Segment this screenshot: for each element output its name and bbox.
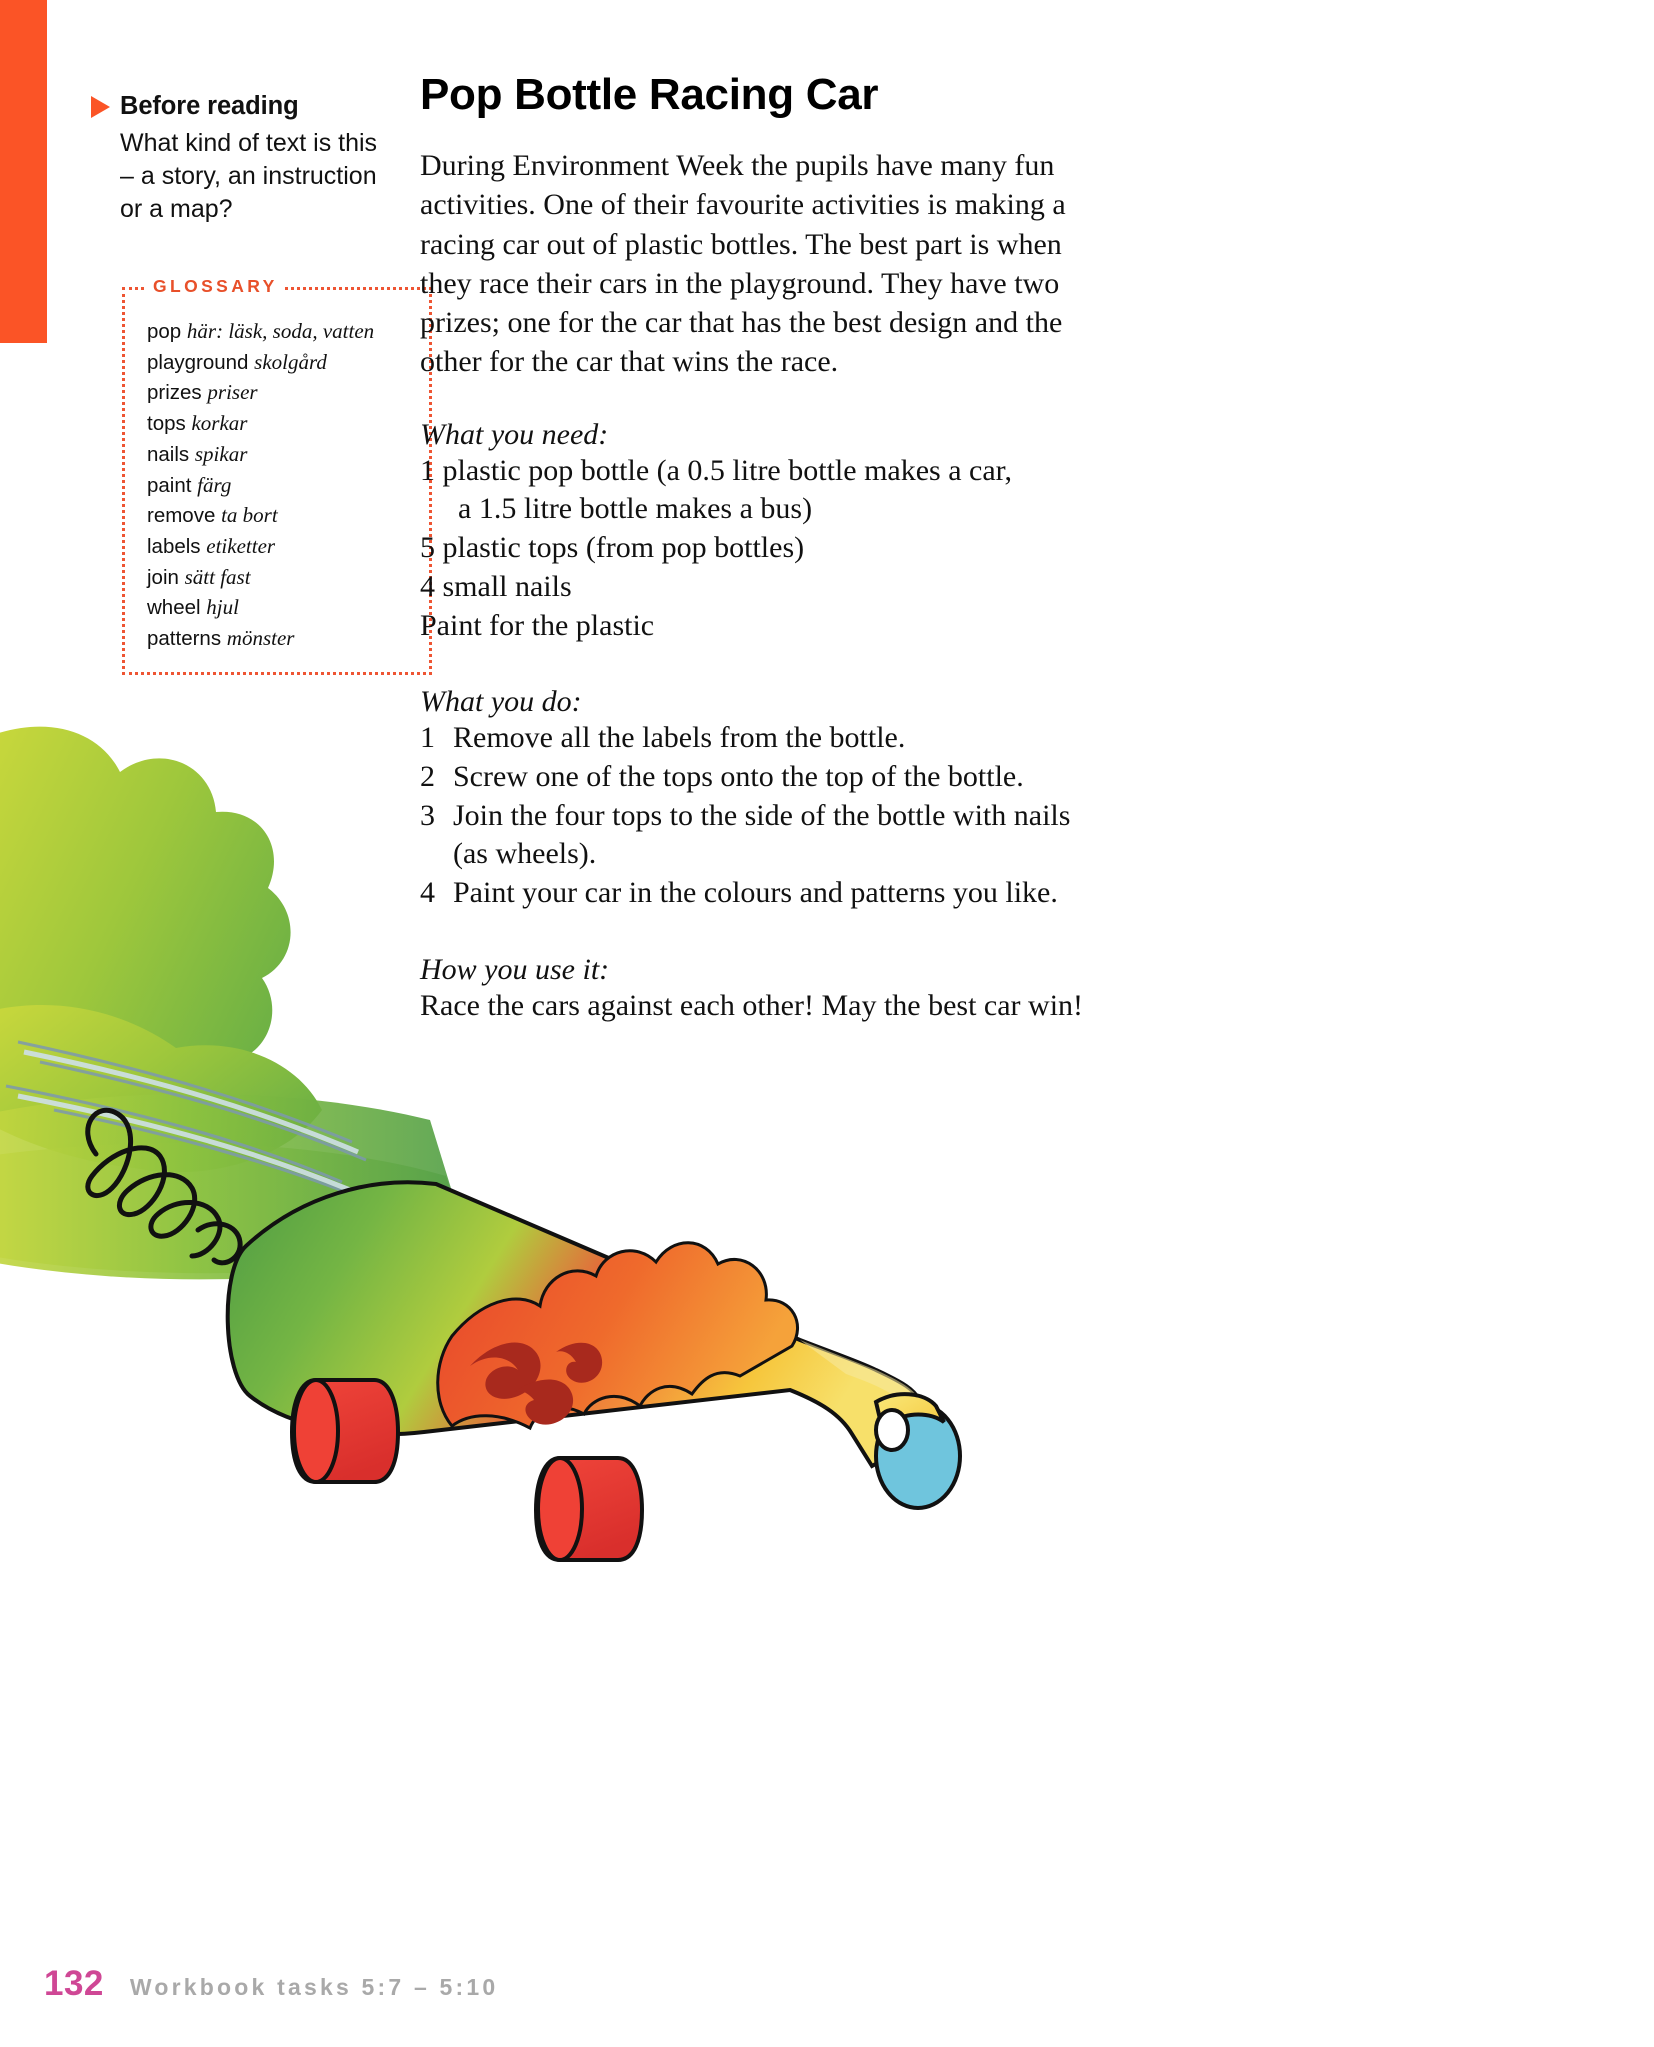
need-item: Paint for the plastic [420, 608, 655, 642]
need-item: 5 plastic tops (from pop bottles) [420, 531, 805, 565]
glossary-definition: här: läsk, soda, vatten [186, 319, 375, 343]
paragraph-line: other for the car that wins the race. [420, 345, 839, 379]
bottle-cap [876, 1394, 960, 1508]
glossary-term: patterns [147, 627, 222, 651]
what-you-do-list [420, 719, 1140, 912]
page-title: Pop Bottle Racing Car [420, 70, 879, 119]
glossary-definition: priser [207, 380, 258, 405]
scribble-doodle [88, 1110, 240, 1263]
before-reading-title: Before reading [120, 92, 299, 120]
step-text: Screw one of the tops onto the top of the bottle. [453, 759, 1024, 793]
step-number: 4 [420, 875, 435, 909]
glossary-term: join [147, 565, 179, 589]
do-step [420, 758, 1140, 797]
use-line: Race the cars against each other! May the best car win! [420, 988, 1084, 1022]
before-reading-block [120, 92, 410, 226]
page-number: 132 [44, 1964, 104, 2003]
speed-trail [0, 1094, 470, 1280]
do-step [420, 719, 1140, 758]
spacer [420, 913, 1140, 953]
glossary-definition: hjul [206, 595, 239, 620]
glossary-term: tops [147, 412, 186, 436]
step-text: Remove all the labels from the bottle. [453, 721, 906, 755]
paragraph-line: During Environment Week the pupils have many fun [420, 149, 1055, 182]
wheel-rear [292, 1380, 398, 1482]
glossary-entry [147, 562, 419, 593]
what-you-need-heading: What you need: [420, 417, 609, 451]
glossary-entry [147, 500, 419, 531]
before-reading-line: or a map? [120, 195, 233, 223]
before-reading-line: – a story, an instruction [120, 162, 377, 190]
step-number: 1 [420, 721, 435, 755]
glossary-definition: mönster [226, 626, 295, 651]
what-you-need-list [420, 452, 1140, 645]
glossary-definition: sätt fast [184, 564, 251, 589]
page-footer [44, 1964, 498, 2004]
need-item: 4 small nails [420, 569, 572, 603]
step-number: 2 [420, 759, 435, 793]
paragraph-line: activities. One of their favourite activities is making a [420, 188, 1066, 222]
glossary-definition: korkar [191, 411, 248, 436]
paragraph-line: racing car out of plastic bottles. The best part is when [420, 227, 1062, 261]
glossary-entry [147, 408, 419, 439]
glossary-definition: spikar [194, 441, 248, 466]
glossary-definition: etiketter [206, 534, 276, 559]
what-you-do-heading: What you do: [420, 685, 582, 719]
need-item: 1 plastic pop bottle (a 0.5 litre bottle makes a car, [420, 453, 1012, 487]
motion-lines [6, 1042, 372, 1202]
glossary-entry [147, 592, 419, 623]
glossary-term: labels [147, 535, 201, 559]
bottle-body [228, 1182, 934, 1466]
before-reading-question [120, 127, 410, 226]
footer-label: Workbook tasks 5:7 – 5:10 [129, 1974, 499, 2000]
glossary-definition: ta bort [221, 503, 278, 528]
glossary-term: remove [147, 504, 216, 528]
glossary-entry [147, 470, 419, 501]
orange-edge-bar [0, 0, 47, 343]
glossary-term: pop [147, 320, 182, 343]
intro-paragraph [420, 146, 1140, 382]
glossary-entry [147, 623, 419, 654]
how-you-use-it-heading: How you use it: [420, 952, 610, 986]
glossary-label: GLOSSARY [147, 276, 285, 297]
need-item: a 1.5 litre bottle makes a bus) [458, 492, 813, 526]
do-step [420, 874, 1140, 913]
glossary-term: nails [147, 442, 190, 466]
glossary-box [122, 276, 432, 675]
do-step [420, 797, 1140, 836]
glossary-term: wheel [147, 596, 201, 620]
glossary-definition: färg [197, 472, 232, 497]
glossary-term: playground [147, 350, 249, 374]
glossary-entry [147, 377, 419, 408]
step-number: 3 [420, 798, 435, 832]
glossary-entry [147, 531, 419, 562]
spacer [420, 645, 1140, 685]
glossary-entry [147, 347, 419, 378]
article-body [420, 70, 1140, 1025]
glossary-entry [147, 439, 419, 470]
foliage-shape [0, 727, 322, 1173]
motion-lines-light [18, 1052, 358, 1190]
triangle-right-icon [91, 96, 110, 118]
glossary-term: paint [147, 473, 192, 497]
before-reading-heading [120, 92, 410, 121]
paragraph-line: they race their cars in the playground. They have two [420, 266, 1060, 300]
step-number [420, 835, 453, 874]
wheel-front [536, 1458, 642, 1560]
paragraph-line: prizes; one for the car that has the best design and the [420, 306, 1063, 340]
glossary-term: prizes [147, 381, 202, 405]
step-text: (as wheels). [453, 837, 597, 871]
glossary-definition: skolgård [254, 349, 327, 374]
do-step-continuation [420, 835, 1140, 874]
step-text: Join the four tops to the side of the bottle with nails [453, 798, 1071, 832]
before-reading-line: What kind of text is this [120, 129, 378, 157]
step-text: Paint your car in the colours and patterns you like. [453, 875, 1058, 909]
glossary-entry [147, 316, 419, 347]
